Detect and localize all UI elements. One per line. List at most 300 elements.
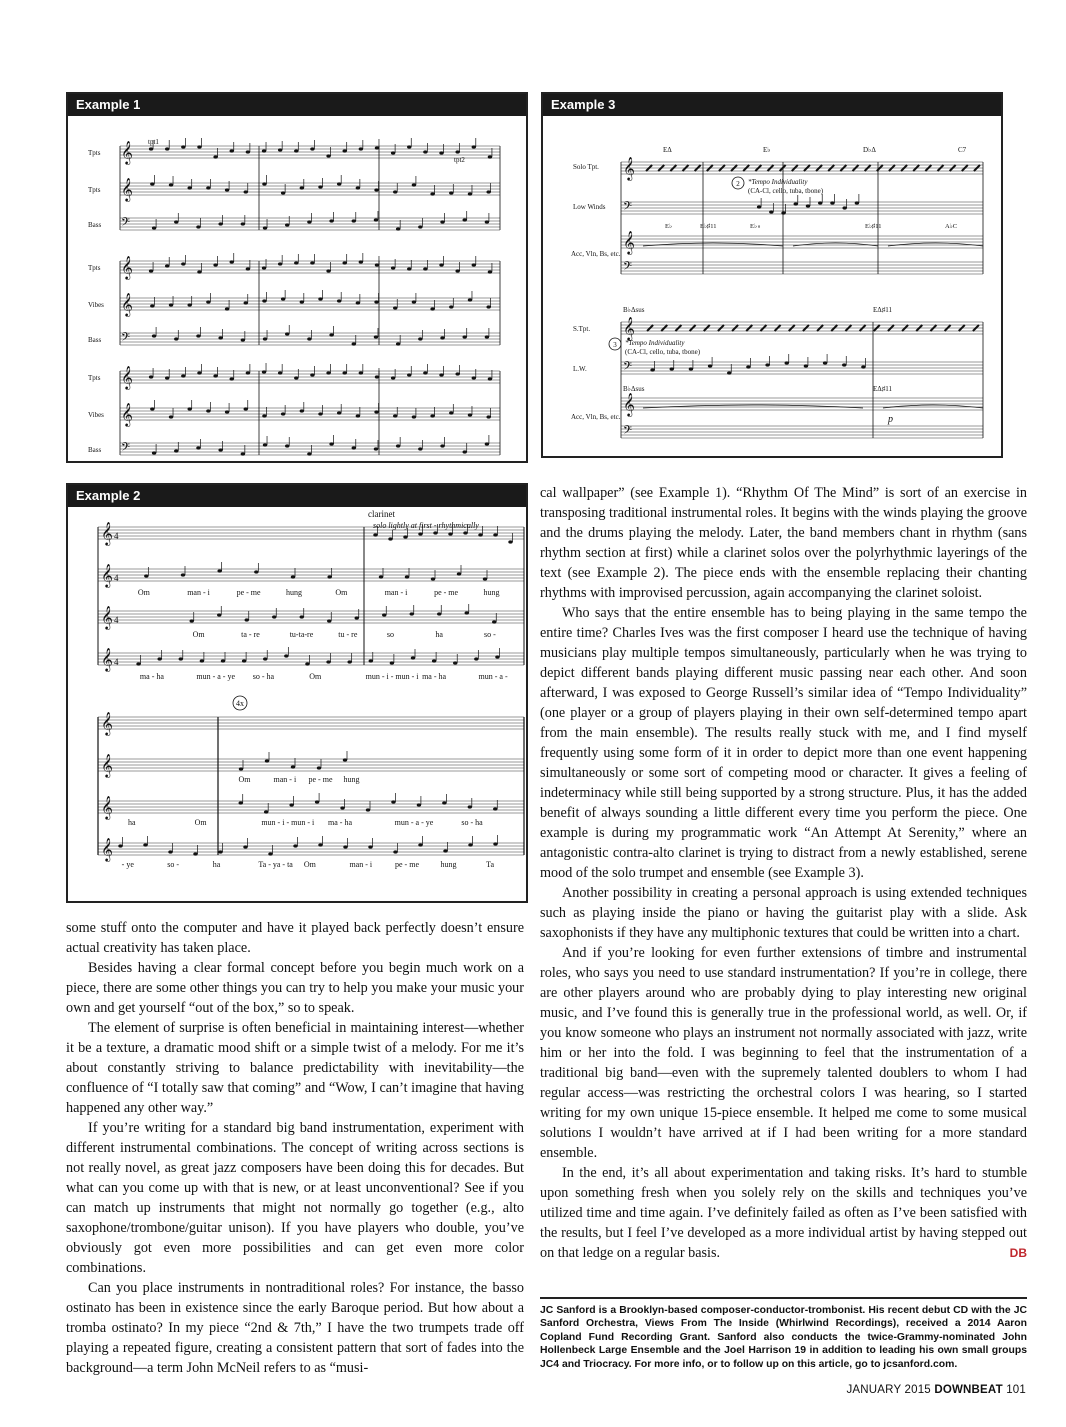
example-1-score	[68, 116, 526, 459]
tie	[883, 405, 983, 408]
note-head	[197, 145, 201, 148]
paragraph: some stuff onto the computer and have it played back perfectly doesn’t ensure actual creativity has taken place.	[66, 920, 524, 956]
note-head	[165, 376, 169, 379]
tie	[793, 243, 878, 246]
treble-clef-icon: 𝄞	[121, 142, 133, 164]
example-3-score	[543, 116, 1001, 454]
lyric: so - ha	[461, 818, 483, 827]
lyric: hung	[343, 775, 360, 784]
note-head	[317, 766, 321, 769]
note-head	[493, 807, 497, 810]
note-head	[294, 376, 298, 379]
note-head	[243, 845, 247, 848]
note-head	[359, 260, 363, 263]
note-head	[382, 613, 386, 616]
note-head	[150, 304, 154, 307]
tpt1-label: tpt1	[148, 138, 159, 146]
chord-symbol: B♭Δsus	[623, 306, 645, 314]
note-head	[326, 660, 330, 663]
note-head	[206, 300, 210, 303]
note-head	[842, 206, 846, 209]
note-head	[457, 572, 461, 575]
paragraph: Who says that the entire ensemble has to being playing in the same tempo the entire time? Charles Ives was the first composer I heard use the technique of having musicians play multiple tempos simultaneously, particularly when he was trying to depict different bands playing different music passing near each other. And soon afterward, I was exposed to George Russell’s similar idea of “Tempo Individuality” (one player or a group of players playing in their own self-determined tempo apart from the main ensemble). The results really stuck with me, and I find myself frequently using some form of it in order to depict more than one event happening simultaneously or some sort of competing mood or character. It gives a feeling of indeterminacy while still being supported by a strong structure. Plus, it has the added benefit of always sounding a little different every time you perform the piece. One example is during my programmatic work “An Attempt At Serenity,” where an antagonistic contra-alto clarinet is trying to distract from a newly established, serene mood of the solo trumpet and ensemble (see Example 3).	[540, 605, 1027, 881]
chord-symbol: C7	[958, 146, 967, 154]
article-column-left	[66, 918, 524, 1378]
note-head	[293, 844, 297, 847]
note-head	[483, 577, 487, 580]
note-head	[174, 449, 178, 452]
note-head	[289, 803, 293, 806]
lyric: pe - me	[434, 588, 459, 597]
note-head	[213, 374, 217, 377]
note-head	[794, 202, 798, 205]
lyric: mun - a - ye	[394, 818, 434, 827]
note-head	[174, 337, 178, 340]
note-head	[291, 765, 295, 768]
end-mark: DB	[1009, 1246, 1027, 1260]
note-head	[455, 269, 459, 272]
note-head	[412, 415, 416, 418]
note-head	[785, 361, 789, 364]
note-head	[307, 337, 311, 340]
note-head	[391, 800, 395, 803]
note-head	[262, 266, 266, 269]
note-head	[431, 577, 435, 580]
note-head	[468, 805, 472, 808]
treble-clef-icon: 𝄞	[623, 318, 635, 340]
footer-page-number: 101	[1006, 1384, 1026, 1396]
lyric: ta - re	[241, 630, 260, 639]
lyric: mun - a - ye	[196, 672, 236, 681]
note-head	[294, 261, 298, 264]
note-head	[407, 267, 411, 270]
note-head	[152, 451, 156, 454]
note-head	[196, 225, 200, 228]
note-head	[352, 446, 356, 449]
tempo-note: *Tempo Individuality	[625, 339, 685, 347]
dynamic-marking: p	[888, 414, 893, 425]
treble-clef-icon: 𝄞	[101, 755, 113, 777]
lyric: pe - me	[395, 860, 419, 869]
note-head	[225, 307, 229, 310]
note-head	[272, 615, 276, 618]
chord-symbol: E♭♯11	[700, 223, 717, 230]
note-head	[318, 185, 322, 188]
note-head	[196, 334, 200, 337]
chord-symbol: E♭♯11	[865, 223, 882, 230]
note-head	[329, 442, 333, 445]
note-head	[218, 850, 222, 853]
note-head	[418, 532, 422, 535]
note-head	[263, 226, 267, 229]
note-head	[149, 147, 153, 150]
note-head	[781, 211, 785, 214]
lyric: pe - me	[308, 775, 333, 784]
note-head	[149, 269, 153, 272]
treble-clef-icon: 𝄞	[101, 565, 113, 587]
treble-clef-icon: 𝄞	[101, 713, 113, 735]
lyric: - ye	[121, 860, 134, 869]
note-head	[806, 204, 810, 207]
note-head	[285, 444, 289, 447]
note-head	[440, 220, 444, 223]
paragraph: And if you’re looking for even further extensions of timbre and instrumental roles, who says you need to use standard instrumentation? If you’re in college, there are other players around who are probably dying to play interesting new original music, and I’ve found this is generally true in the professional world, as well. Or, if you know someone who plays an instrument not normally associated with jazz, write him or her into the fold. I was beginning to feel that the instrumentation of a traditional big band—even with the supremely talented doublers to whom I had regular access—was restricting the orchestral colors I was hearing, so I started writing for my own unique 15-piece ensemble. It helped me come to some musical solutions I wouldn’t have arrived at if I had been writing for a more standard ensemble.	[540, 945, 1027, 1161]
time-signature: 4	[114, 531, 119, 541]
paragraph: If you’re writing for a standard big band instrumentation, experiment with different instrumental combinations. The concept of writing across sections is not really novel, as great jazz composers have been doing this for decades. But what can you come up with that is new, or at least unconventional? See if you can match up instruments that might not normally go together (e.g., alto saxophone/trombone/guitar unison). If you have players who double, you’ve obviously got even more possibilities and can get even more color combinations.	[66, 1120, 524, 1276]
lyric: man - i	[349, 860, 373, 869]
example-2-figure	[66, 483, 528, 903]
note-head	[423, 150, 427, 153]
note-head	[241, 338, 245, 341]
note-head	[144, 574, 148, 577]
treble-clef-icon: 𝄞	[101, 649, 113, 671]
note-head	[359, 371, 363, 374]
lyric: man - i	[187, 588, 210, 597]
author-bio: JC Sanford is a Brooklyn-based composer-conductor-trombonist. His recent debut CD with the JC Sanford Orchestra, Views From The Inside (Whirlwind Recordings), received a 2014 Aaron Copland Fund Recording Grant. Sanford also conducts the twice-Grammy-nominated John Hollenbeck Large Ensemble and the Joel Harrison 19 in addition to leading his own small groups JC4 and Triocracy. For more info, or to follow up on this article, go to jcsanford.com.	[540, 1297, 1027, 1371]
note-head	[244, 190, 248, 193]
part-label: Tpts	[88, 149, 101, 157]
lyric: tu-ta-re	[289, 630, 314, 639]
note-head	[310, 147, 314, 150]
lyric: so	[386, 630, 394, 639]
note-head	[465, 611, 469, 614]
note-head	[486, 305, 490, 308]
note-head	[375, 146, 379, 149]
note-head	[326, 154, 330, 157]
note-head	[455, 372, 459, 375]
note-head	[196, 446, 200, 449]
note-head	[433, 531, 437, 534]
note-head	[727, 371, 731, 374]
note-head	[407, 145, 411, 148]
note-head	[300, 300, 304, 303]
part-label: Vibes	[88, 301, 104, 309]
note-head	[650, 368, 654, 371]
note-head	[193, 852, 197, 855]
footer-publication: DOWNBEAT	[934, 1384, 1003, 1396]
note-head	[213, 263, 217, 266]
note-head	[449, 411, 453, 414]
time-signature: 4	[114, 657, 119, 667]
note-head	[150, 182, 154, 185]
paragraph: cal wallpaper” (see Example 1). “Rhythm Of The Mind” is sort of an exercise in transposing traditional instrumental roles. It begins with the winds playing the groove and the drums playing the melody. Later, the band members chant in rhythm (sans rhythm section at first) while a clarinet solos over the polyrhythmic layerings of the text (see Example 2). The piece ends with the ensemble replacing their chanting rhythms with improvised percussion, again accompanying the clarinet soloist.	[540, 485, 1027, 601]
note-head	[818, 201, 822, 204]
paragraph-text: In the end, it’s all about experimentation and taking risks. It’s hard to stumble upon something fresh when you solely rely on the skills and techniques you’ve utilized time and time again. I’ve definitely failed as often as I’ve been satisfied with the results, but I feel I’ve developed as a more individual artist by having stepped out on that ledge on a regular basis.	[540, 1165, 1027, 1261]
note-head	[412, 300, 416, 303]
bass-clef-icon: 𝄢	[623, 361, 633, 376]
note-head	[262, 182, 266, 185]
note-head	[440, 444, 444, 447]
note-head	[225, 188, 229, 191]
note-head	[472, 145, 476, 148]
note-head	[262, 299, 266, 302]
note-head	[157, 657, 161, 660]
note-head	[449, 305, 453, 308]
lyric: mun - a -	[478, 672, 508, 681]
note-head	[169, 183, 173, 186]
lyric: pe - me	[236, 588, 261, 597]
note-head	[262, 149, 266, 152]
note-head	[246, 150, 250, 153]
note-head	[486, 190, 490, 193]
note-head	[356, 414, 360, 417]
note-head	[340, 806, 344, 809]
note-head	[143, 843, 147, 846]
bass-clef-icon: 𝄢	[623, 425, 633, 440]
note-head	[307, 452, 311, 455]
note-head	[418, 337, 422, 340]
note-head	[388, 537, 392, 540]
note-head	[206, 409, 210, 412]
part-label: Solo Tpt.	[573, 163, 599, 171]
note-head	[278, 371, 282, 374]
note-head	[181, 145, 185, 148]
lyric: Om	[192, 630, 205, 639]
footer-date: JANUARY 2015	[846, 1384, 931, 1396]
note-head	[241, 452, 245, 455]
tempo-note: *Tempo Individuality	[748, 178, 808, 186]
lyric: hung	[483, 588, 500, 597]
repeat-mark: 4x	[236, 699, 244, 708]
section-mark: 3	[613, 341, 617, 349]
treble-clef-icon: 𝄞	[121, 367, 133, 389]
note-head	[439, 151, 443, 154]
note-head	[174, 220, 178, 223]
time-signature: 4	[114, 573, 119, 583]
paragraph: The element of surprise is often beneficial in maintaining interest—whether it be a texture, a dramatic mood shift or a simple twist of a melody. For me it’s about constantly striving to balance predictability with inevitability—the confluence of “I totally saw that coming” and “Wow, I can’t imagine that having happened any other way.”	[66, 1020, 524, 1116]
note-head	[263, 443, 267, 446]
note-head	[430, 307, 434, 310]
lyric: ma - ha	[422, 672, 447, 681]
note-head	[861, 365, 865, 368]
note-head	[343, 758, 347, 761]
note-head	[410, 612, 414, 615]
lyric: ha	[128, 818, 136, 827]
note-head	[855, 201, 859, 204]
note-head	[246, 371, 250, 374]
bass-clef-icon: 𝄢	[121, 332, 131, 347]
lyric: man - i	[384, 588, 408, 597]
chord-symbol: E♭∘	[750, 223, 762, 230]
note-head	[468, 192, 472, 195]
part-label: Acc, Vln, Bs, etc.	[571, 250, 621, 258]
note-head	[307, 220, 311, 223]
note-head	[218, 336, 222, 339]
note-head	[746, 365, 750, 368]
note-head	[343, 261, 347, 264]
note-head	[842, 363, 846, 366]
note-head	[181, 374, 185, 377]
note-head	[472, 263, 476, 266]
note-head	[190, 619, 194, 622]
note-head	[488, 155, 492, 158]
chord-symbol: A♭C	[945, 223, 958, 230]
note-head	[374, 447, 378, 450]
note-head	[181, 262, 185, 265]
note-head	[230, 377, 234, 380]
note-head	[152, 226, 156, 229]
note-head	[474, 657, 478, 660]
part-label: L.W.	[573, 365, 587, 373]
note-head	[412, 183, 416, 186]
note-head	[300, 615, 304, 618]
note-head	[453, 661, 457, 664]
chord-symbol: EΔ	[663, 146, 672, 154]
note-head	[343, 845, 347, 848]
note-head	[492, 620, 496, 623]
note-head	[393, 190, 397, 193]
note-head	[326, 269, 330, 272]
note-head	[285, 332, 289, 335]
lyric: hung	[285, 588, 302, 597]
note-head	[310, 261, 314, 264]
note-head	[423, 371, 427, 374]
note-head	[356, 186, 360, 189]
note-head	[188, 186, 192, 189]
bass-clef-icon: 𝄢	[121, 217, 131, 232]
tie	[643, 405, 863, 408]
note-head	[486, 415, 490, 418]
note-head	[281, 191, 285, 194]
part-label: Low Winds	[573, 203, 606, 211]
note-head	[359, 147, 363, 150]
note-head	[442, 801, 446, 804]
chord-symbol: E♭	[763, 146, 771, 154]
lyric: Ta - ya - ta	[258, 860, 293, 869]
note-head	[218, 222, 222, 225]
note-head	[430, 192, 434, 195]
chord-symbol: EΔ♯11	[873, 385, 893, 393]
note-head	[221, 659, 225, 662]
note-head	[242, 659, 246, 662]
lyric: ma - ha	[328, 818, 352, 827]
note-head	[495, 655, 499, 658]
note-head	[169, 415, 173, 418]
note-head	[439, 263, 443, 266]
note-head	[769, 210, 773, 213]
note-head	[508, 540, 512, 543]
tempo-note-instruments: (CA-Cl, cello, tuba, tbone)	[748, 187, 824, 195]
note-head	[374, 300, 378, 303]
note-head	[264, 810, 268, 813]
note-head	[418, 447, 422, 450]
note-head	[366, 808, 370, 811]
note-head	[403, 535, 407, 538]
note-head	[300, 186, 304, 189]
note-head	[206, 186, 210, 189]
lyric: Om	[335, 588, 348, 597]
note-head	[830, 201, 834, 204]
note-head	[670, 367, 674, 370]
note-head	[432, 659, 436, 662]
lyric: Om	[303, 860, 316, 869]
treble-clef-icon: 𝄞	[101, 607, 113, 629]
note-head	[265, 759, 269, 762]
note-head	[689, 367, 693, 370]
clarinet-label: clarinet	[368, 509, 395, 519]
note-head	[200, 659, 204, 662]
note-head	[246, 267, 250, 270]
note-head	[463, 335, 467, 338]
part-label: Tpts	[88, 374, 101, 382]
note-head	[291, 575, 295, 578]
note-head	[374, 218, 378, 221]
treble-clef-icon: 𝄞	[623, 394, 635, 416]
note-head	[468, 843, 472, 846]
note-head	[430, 414, 434, 417]
note-head	[168, 850, 172, 853]
lyric: Om	[194, 818, 207, 827]
clarinet-direction: solo lightly at first - rhythmically	[373, 521, 479, 530]
note-head	[152, 334, 156, 337]
chord-symbol: B♭Δsus	[623, 385, 645, 393]
note-head	[245, 618, 249, 621]
lyric: mun - i - mun - i	[261, 818, 315, 827]
note-head	[448, 532, 452, 535]
note-head	[369, 659, 373, 662]
part-label: Tpts	[88, 186, 101, 194]
page-footer	[846, 1384, 1026, 1396]
note-head	[393, 850, 397, 853]
note-head	[804, 364, 808, 367]
note-head	[488, 270, 492, 273]
note-head	[374, 188, 378, 191]
lyric: Om	[238, 775, 251, 784]
lyric: ha	[212, 860, 221, 869]
note-head	[468, 413, 472, 416]
bass-clef-icon: 𝄢	[623, 261, 633, 276]
lyric: ma - ha	[139, 672, 164, 681]
example-2-score	[68, 507, 526, 899]
lyric: so -	[484, 630, 496, 639]
lyric: man - i	[273, 775, 297, 784]
part-label: Acc, Vln, Bs, etc.	[571, 413, 621, 421]
note-head	[449, 191, 453, 194]
article-column-right	[540, 483, 1027, 1263]
note-head	[379, 575, 383, 578]
note-head	[284, 654, 288, 657]
note-head	[263, 657, 267, 660]
note-head	[244, 407, 248, 410]
note-head	[485, 335, 489, 338]
example-1-figure	[66, 92, 528, 463]
lyric: so -	[167, 860, 180, 869]
note-head	[463, 531, 467, 534]
note-head	[197, 270, 201, 273]
note-head	[352, 342, 356, 345]
note-head	[485, 220, 489, 223]
note-head	[390, 661, 394, 664]
note-head	[165, 147, 169, 150]
note-head	[407, 373, 411, 376]
note-head	[337, 411, 341, 414]
note-head	[300, 409, 304, 412]
note-head	[230, 260, 234, 263]
note-head	[391, 266, 395, 269]
note-head	[375, 375, 379, 378]
note-head	[396, 444, 400, 447]
note-head	[281, 297, 285, 300]
note-head	[455, 150, 459, 153]
note-head	[418, 843, 422, 846]
note-head	[393, 414, 397, 417]
note-head	[468, 298, 472, 301]
treble-clef-icon: 𝄞	[623, 232, 635, 254]
note-head	[393, 306, 397, 309]
note-head	[488, 377, 492, 380]
note-head	[326, 371, 330, 374]
note-head	[352, 219, 356, 222]
